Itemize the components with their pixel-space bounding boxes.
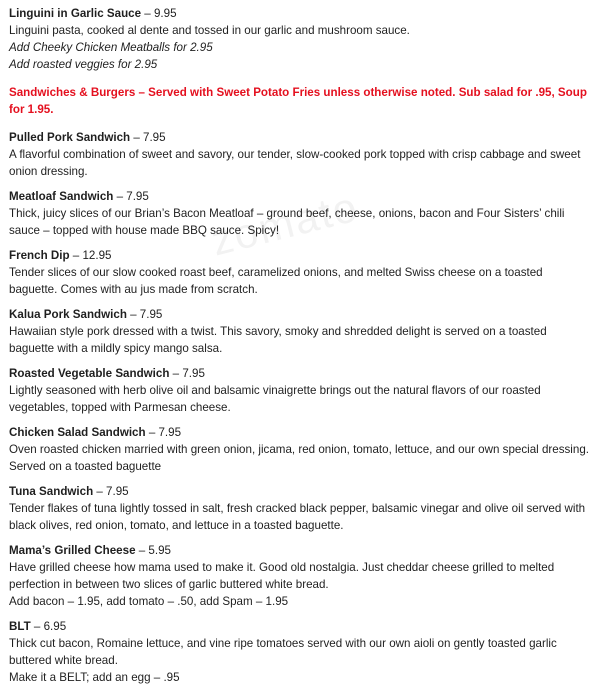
item-title: Meatloaf Sandwich: [9, 190, 114, 203]
item-title: Pulled Pork Sandwich: [9, 131, 131, 144]
menu-item-grilled-cheese: [9, 542, 594, 610]
item-price: – 7.95: [126, 308, 163, 321]
item-price: – 5.95: [135, 544, 171, 557]
menu-item-kalua-pork: [9, 306, 594, 357]
item-description: Lightly seasoned with herb olive oil and balsamic vinaigrette brings out the natural flavors of our roasted vegetables, topped with Parmesan cheese.: [9, 384, 541, 414]
item-title: French Dip: [9, 249, 70, 262]
item-price: – 12.95: [69, 249, 112, 262]
item-description: Have grilled cheese how mama used to make it. Good old nostalgia. Just cheddar cheese grilled to melted perfection in between two slices of garlic buttered white bread.: [9, 561, 555, 591]
zomato-watermark: zomato: [206, 182, 364, 265]
item-price: – 6.95: [30, 620, 67, 633]
menu-item-tuna: [9, 483, 594, 534]
menu-item-blt: [9, 618, 594, 686]
item-addon: Add Cheeky Chicken Meatballs for 2.95: [9, 41, 213, 54]
item-price: – 7.95: [169, 367, 205, 380]
item-title: Roasted Vegetable Sandwich: [9, 367, 170, 380]
item-price: – 7.95: [130, 131, 166, 144]
item-description: Thick cut bacon, Romaine lettuce, and vine ripe tomatoes served with our own aioli on gently toasted garlic buttered white bread.: [9, 637, 557, 667]
item-title: BLT: [9, 620, 31, 633]
menu-item-roasted-vegetable: [9, 365, 594, 416]
section-note: Sandwiches & Burgers – Served with Sweet Potato Fries unless otherwise noted. Sub salad for .95, Soup for 1.95.: [9, 86, 587, 116]
item-title: Chicken Salad Sandwich: [9, 426, 146, 439]
item-description: A flavorful combination of sweet and savory, our tender, slow-cooked pork topped with crisp cabbage and sweet onion dressing.: [9, 148, 581, 178]
item-description: Hawaiian style pork dressed with a twist. This savory, smoky and shredded delight is served on a toasted baguette with a mildly spicy mango salsa.: [9, 325, 547, 355]
item-description: Oven roasted chicken married with green onion, jicama, red onion, tomato, lettuce, and our own special dressing. Served on a toasted baguette: [9, 443, 589, 473]
menu-item-linguini: [9, 5, 594, 73]
menu-item-french-dip: [9, 247, 594, 298]
item-title: Mama’s Grilled Cheese: [9, 544, 136, 557]
item-heading: [9, 5, 594, 22]
item-price: – 7.95: [113, 190, 149, 203]
item-description: Tender flakes of tuna lightly tossed in salt, fresh cracked black pepper, balsamic vinegar and olive oil served with black olives, red onion, tomato, and lettuce in a toasted baguette.: [9, 502, 586, 532]
item-description: Linguini pasta, cooked al dente and tossed in our garlic and mushroom sauce.: [9, 24, 410, 37]
item-price: – 9.95: [141, 7, 177, 20]
item-addon: Add roasted veggies for 2.95: [9, 58, 158, 71]
item-extra: Add bacon – 1.95, add tomato – .50, add Spam – 1.95: [9, 595, 289, 608]
menu-page: [9, 5, 594, 686]
item-title: Tuna Sandwich: [9, 485, 94, 498]
item-price: – 7.95: [145, 426, 182, 439]
menu-item-meatloaf: [9, 188, 594, 239]
item-price: – 7.95: [93, 485, 129, 498]
item-title: Linguini in Garlic Sauce: [9, 7, 142, 20]
item-title: Kalua Pork Sandwich: [9, 308, 127, 321]
menu-item-chicken-salad: [9, 424, 594, 475]
item-description: Tender slices of our slow cooked roast beef, caramelized onions, and melted Swiss cheese on a toasted baguette. Comes with au jus made from scratch.: [9, 266, 543, 296]
menu-item-pulled-pork: [9, 129, 594, 180]
item-extra: Make it a BELT; add an egg – .95: [9, 671, 180, 684]
item-description: Thick, juicy slices of our Brian’s Bacon Meatloaf – ground beef, cheese, onions, bacon and Four Sisters’ chili sauce – topped with house made BBQ sauce. Spicy!: [9, 207, 565, 237]
